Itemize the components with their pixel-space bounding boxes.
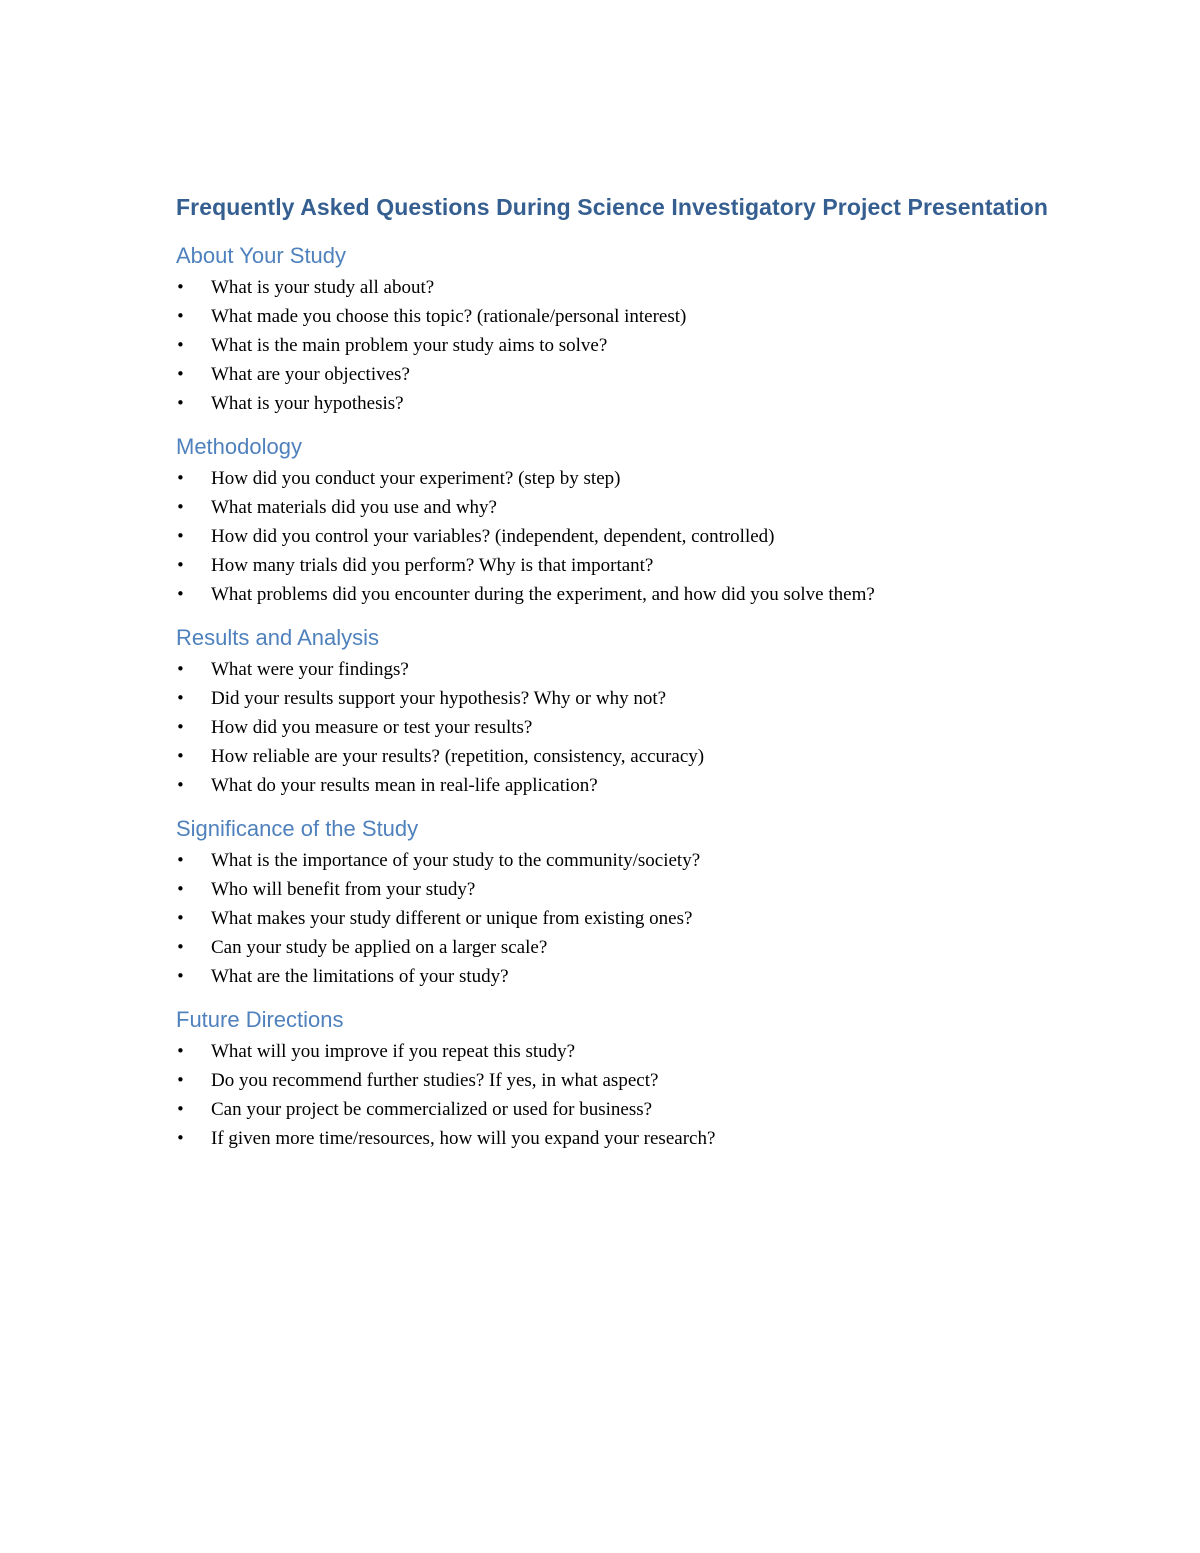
section-heading: Methodology	[176, 434, 302, 459]
question-list	[176, 273, 1076, 418]
bullet-icon: •	[176, 394, 185, 412]
question-text: What are your objectives?	[211, 364, 410, 385]
bullet-icon: •	[176, 278, 185, 296]
bullet-icon: •	[176, 469, 185, 487]
question-item	[176, 933, 1076, 962]
question-text: What were your findings?	[211, 659, 409, 680]
bullet-icon: •	[176, 336, 185, 354]
question-item	[176, 493, 1076, 522]
bullet-icon: •	[176, 556, 185, 574]
question-text: How did you conduct your experiment? (step by step)	[211, 468, 621, 489]
faq-sections	[176, 227, 1076, 1153]
question-text: Do you recommend further studies? If yes, in what aspect?	[211, 1070, 659, 1091]
document-title: Frequently Asked Questions During Science Investigatory Project Presentation	[176, 194, 1049, 220]
bullet-icon: •	[176, 967, 185, 985]
question-text: Who will benefit from your study?	[211, 879, 476, 900]
question-item	[176, 302, 1076, 331]
question-text: What will you improve if you repeat this study?	[211, 1041, 576, 1062]
question-text: What made you choose this topic? (rationale/personal interest)	[211, 306, 687, 327]
bullet-icon: •	[176, 689, 185, 707]
question-list	[176, 464, 1076, 609]
question-text: What do your results mean in real-life application?	[211, 775, 598, 796]
question-item	[176, 331, 1076, 360]
bullet-icon: •	[176, 880, 185, 898]
question-text: Can your project be commercialized or used for business?	[211, 1099, 653, 1120]
bullet-icon: •	[176, 909, 185, 927]
bullet-icon: •	[176, 938, 185, 956]
question-text: Did your results support your hypothesis? Why or why not?	[211, 688, 667, 709]
faq-section	[176, 609, 1076, 800]
question-text: What is your hypothesis?	[211, 393, 404, 414]
question-item	[176, 522, 1076, 551]
question-item	[176, 904, 1076, 933]
question-item	[176, 551, 1076, 580]
question-item	[176, 962, 1076, 991]
question-item	[176, 389, 1076, 418]
question-item	[176, 1095, 1076, 1124]
bullet-icon: •	[176, 747, 185, 765]
question-item	[176, 742, 1076, 771]
question-text: If given more time/resources, how will you expand your research?	[211, 1128, 716, 1149]
bullet-icon: •	[176, 851, 185, 869]
bullet-icon: •	[176, 1129, 185, 1147]
section-heading: About Your Study	[176, 243, 347, 268]
question-item	[176, 655, 1076, 684]
question-text: Can your study be applied on a larger scale?	[211, 937, 548, 958]
question-item	[176, 464, 1076, 493]
bullet-icon: •	[176, 585, 185, 603]
faq-section	[176, 800, 1076, 991]
question-text: How reliable are your results? (repetition, consistency, accuracy)	[211, 746, 705, 767]
question-item	[176, 713, 1076, 742]
bullet-icon: •	[176, 498, 185, 516]
question-text: What are the limitations of your study?	[211, 966, 509, 987]
faq-section	[176, 418, 1076, 609]
bullet-icon: •	[176, 365, 185, 383]
question-item	[176, 684, 1076, 713]
bullet-icon: •	[176, 1100, 185, 1118]
bullet-icon: •	[176, 660, 185, 678]
question-text: What is the importance of your study to the community/society?	[211, 850, 701, 871]
question-item	[176, 1037, 1076, 1066]
document-body	[176, 188, 1076, 1153]
question-item	[176, 360, 1076, 389]
question-text: What materials did you use and why?	[211, 497, 497, 518]
question-text: How did you measure or test your results?	[211, 717, 533, 738]
question-text: What is the main problem your study aims to solve?	[211, 335, 608, 356]
bullet-icon: •	[176, 307, 185, 325]
question-text: What is your study all about?	[211, 277, 435, 298]
question-text: How did you control your variables? (independent, dependent, controlled)	[211, 526, 775, 547]
faq-section	[176, 991, 1076, 1153]
question-list	[176, 846, 1076, 991]
question-item	[176, 273, 1076, 302]
bullet-icon: •	[176, 1042, 185, 1060]
question-item	[176, 1066, 1076, 1095]
section-heading: Significance of the Study	[176, 816, 419, 841]
section-heading: Results and Analysis	[176, 625, 379, 650]
question-list	[176, 1037, 1076, 1153]
question-text: What makes your study different or unique from existing ones?	[211, 908, 693, 929]
faq-section	[176, 227, 1076, 418]
bullet-icon: •	[176, 718, 185, 736]
question-text: What problems did you encounter during the experiment, and how did you solve them?	[211, 584, 875, 605]
question-list	[176, 655, 1076, 800]
bullet-icon: •	[176, 776, 185, 794]
question-item	[176, 1124, 1076, 1153]
question-text: How many trials did you perform? Why is that important?	[211, 555, 654, 576]
section-heading: Future Directions	[176, 1007, 344, 1032]
question-item	[176, 875, 1076, 904]
question-item	[176, 771, 1076, 800]
bullet-icon: •	[176, 527, 185, 545]
question-item	[176, 580, 1076, 609]
bullet-icon: •	[176, 1071, 185, 1089]
question-item	[176, 846, 1076, 875]
